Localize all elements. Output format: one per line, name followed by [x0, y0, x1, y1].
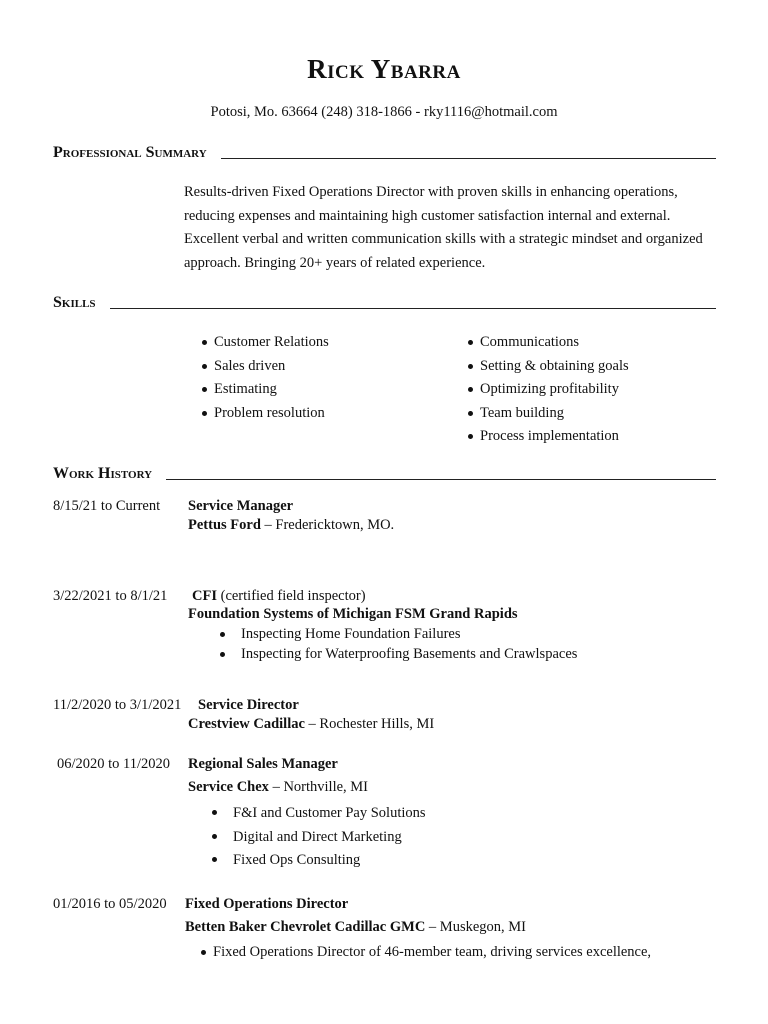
contact-info: Potosi, Mo. 63664 (248) 318-1866 - rky1116@hotmail.com	[210, 104, 558, 120]
skill-item: Sales driven	[200, 355, 329, 379]
work-heading	[53, 465, 716, 483]
job-location: – Rochester Hills, MI	[304, 716, 435, 732]
skill-item: Team building	[466, 402, 629, 426]
job-title: Regional Sales Manager	[188, 756, 338, 772]
skill-item: Process implementation	[466, 425, 629, 449]
skills-heading-label: Skills	[53, 294, 96, 311]
work-heading-label: Work History	[53, 465, 153, 482]
section-divider	[110, 308, 716, 309]
job-dates: 8/15/21 to Current	[53, 498, 161, 514]
job-bullet: F&I and Customer Pay Solutions	[208, 802, 426, 826]
section-divider	[166, 479, 716, 480]
job-location: – Northville, MI	[268, 779, 369, 795]
job-dates: 11/2/2020 to 3/1/2021	[53, 697, 182, 713]
skill-item: Problem resolution	[200, 402, 329, 426]
summary-heading-label: Professional Summary	[53, 144, 207, 161]
job-title-line	[192, 588, 366, 605]
skill-item: Optimizing profitability	[466, 378, 629, 402]
job-dates: 3/22/2021 to 8/1/21	[53, 588, 168, 604]
job-bullet: Fixed Operations Director of 46-member team, driving services excellence,	[200, 942, 651, 962]
job-location: – Muskegon, MI	[425, 919, 526, 935]
job-dates: 06/2020 to 11/2020	[57, 756, 171, 772]
job-title: CFI	[192, 588, 217, 604]
skill-item: Customer Relations	[200, 331, 329, 355]
job-employer-line	[188, 779, 368, 796]
skill-item: Setting & obtaining goals	[466, 355, 629, 379]
job-employer: Betten Baker Chevrolet Cadillac GMC	[185, 919, 426, 935]
job-employer: Crestview Cadillac	[188, 716, 305, 732]
job-bullets	[216, 624, 577, 664]
job-employer-line	[185, 919, 526, 936]
job-bullet: Fixed Ops Consulting	[208, 849, 426, 873]
job-bullet: Inspecting Home Foundation Failures	[216, 624, 577, 644]
skills-list-left	[200, 331, 329, 425]
job-bullets	[200, 942, 651, 962]
job-dates: 01/2016 to 05/2020	[53, 896, 167, 912]
job-employer: Foundation Systems of Michigan FSM Grand Rapids	[188, 606, 518, 622]
job-bullet: Inspecting for Waterproofing Basements and Crawlspaces	[216, 644, 577, 664]
job-bullets	[208, 802, 426, 873]
skills-heading	[53, 294, 716, 312]
job-title-note: (certified field inspector)	[216, 588, 366, 604]
skills-list-right	[466, 331, 629, 449]
job-title: Service Manager	[188, 498, 294, 514]
candidate-name: Rick Ybarra	[307, 54, 461, 84]
job-employer-line	[188, 716, 434, 733]
job-employer-line	[188, 517, 394, 534]
job-employer: Service Chex	[188, 779, 269, 795]
job-title: Service Director	[198, 697, 299, 713]
section-divider	[221, 158, 716, 159]
skill-item: Estimating	[200, 378, 329, 402]
job-location: – Fredericktown, MO.	[260, 517, 395, 533]
summary-heading	[53, 144, 716, 162]
job-title: Fixed Operations Director	[185, 896, 349, 912]
skill-item: Communications	[466, 331, 629, 355]
summary-text: Results-driven Fixed Operations Director with proven skills in enhancing operations, reducing expenses and maintaining high customer satisfaction internal and external. Excellent verbal and written communication skills with a strategic mindset and organized approach. Bringing 20+ years of related experience.	[184, 184, 703, 271]
job-bullet: Digital and Direct Marketing	[208, 826, 426, 850]
job-employer: Pettus Ford	[188, 517, 261, 533]
